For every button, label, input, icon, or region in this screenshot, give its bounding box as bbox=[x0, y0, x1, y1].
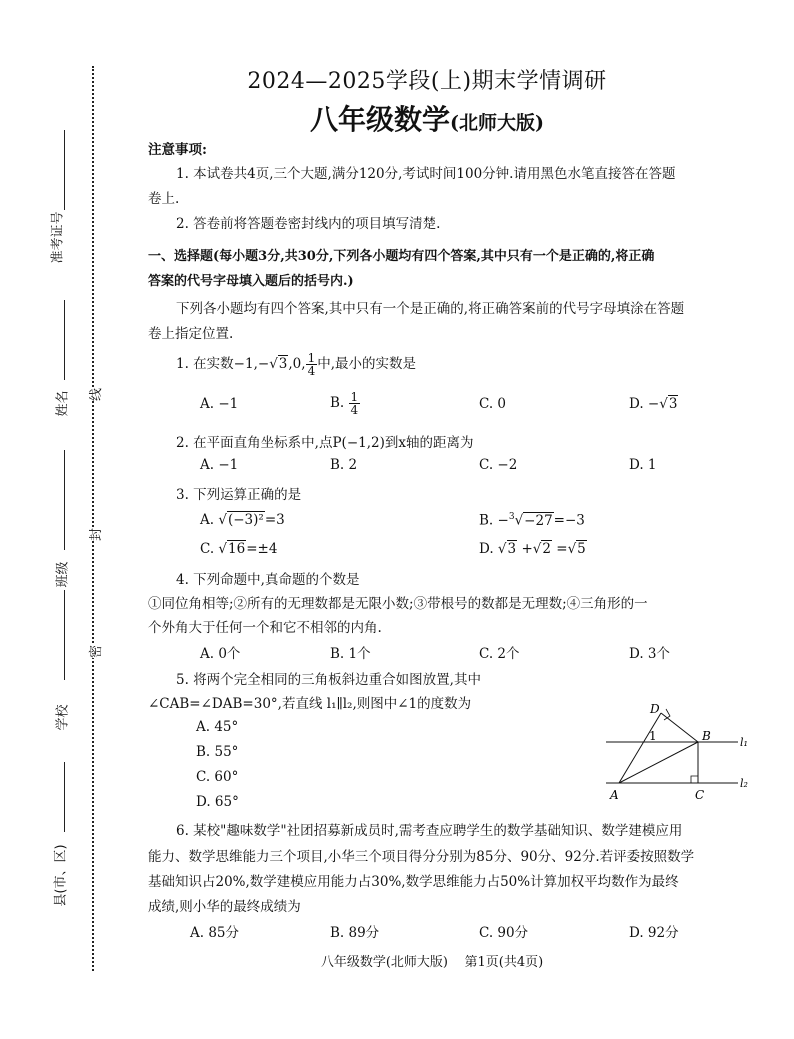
q3-stem: 3. 下列运算正确的是 bbox=[176, 487, 302, 503]
q3-option-b[interactable]: B. −$^3$√−27=−3 bbox=[479, 512, 585, 529]
right-angle-mark-d bbox=[664, 709, 670, 720]
q6-stem-line3: 基础知识占20%,数学建模应用能力占30%,数学思维能力占50%计算加权平均数作为最终 bbox=[148, 874, 679, 890]
q1-option-a[interactable]: A. −1 bbox=[200, 396, 239, 412]
q5-option-c[interactable]: C. 60° bbox=[196, 769, 239, 785]
q2-option-b[interactable]: B. 2 bbox=[330, 457, 358, 473]
q1-b-label: B. bbox=[330, 395, 345, 411]
notice-item-1-cont: 卷上. bbox=[148, 191, 180, 207]
q1-stem-mid: ,0, bbox=[288, 356, 306, 372]
q5-stem-cont: ∠CAB=∠DAB=30°,若直线 l₁∥l₂,则图中∠1的度数为 bbox=[148, 696, 472, 712]
q2-option-c[interactable]: C. −2 bbox=[479, 457, 518, 473]
exam-title: 2024—2025学段(上)期末学情调研 bbox=[247, 69, 607, 94]
q6-option-c[interactable]: C. 90分 bbox=[479, 925, 529, 941]
q3-d-rad1: 3 bbox=[507, 541, 517, 557]
q6-stem-line2: 能力、数学思维能力三个项目,小华三个项目得分分别为85分、90分、92分.若评委按照数学 bbox=[148, 849, 695, 865]
q3-d-label: D. bbox=[479, 541, 494, 557]
name-label: 姓名 bbox=[55, 390, 71, 417]
label-c: C bbox=[695, 788, 705, 802]
notice-item-1: 1. 本试卷共4页,三个大题,满分120分,考试时间100分钟.请用黑色水笔直接答在答题 bbox=[176, 166, 676, 182]
q3-c-label: C. bbox=[200, 541, 215, 557]
segment-db bbox=[661, 713, 698, 742]
page-footer: 八年级数学(北师大版) 第1页(共4页) bbox=[320, 955, 544, 970]
seal-dotted-line bbox=[92, 66, 94, 971]
q3-d-rad3: 5 bbox=[577, 541, 586, 557]
notice-item-2: 2. 答卷前将答题卷密封线内的项目填写清楚. bbox=[176, 216, 441, 232]
q5-option-d[interactable]: D. 65° bbox=[196, 794, 239, 810]
seal-mark-secret: 密 bbox=[85, 645, 104, 658]
exam-id-line bbox=[64, 130, 65, 210]
q3-c-post: =±4 bbox=[246, 541, 278, 557]
q4-option-a[interactable]: A. 0个 bbox=[200, 646, 241, 662]
q1-fraction bbox=[306, 352, 318, 377]
q1-stem-pre: 1. 在实数−1,− bbox=[176, 356, 270, 372]
q4-body-cont: 个外角大于任何一个和它不相邻的内角. bbox=[148, 620, 382, 636]
q2-option-d[interactable]: D. 1 bbox=[629, 457, 657, 473]
q3-c-rad: 16 bbox=[228, 541, 246, 557]
notice-heading: 注意事项: bbox=[148, 142, 207, 158]
label-d: D bbox=[650, 702, 660, 716]
q4-option-d[interactable]: D. 3个 bbox=[629, 646, 671, 662]
q1-d-sqrt: 3 bbox=[668, 396, 678, 412]
q1-sqrt: 3 bbox=[278, 356, 288, 372]
q1-option-c[interactable]: C. 0 bbox=[479, 396, 507, 412]
q2-stem: 2. 在平面直角坐标系中,点P(−1,2)到x轴的距离为 bbox=[176, 435, 474, 451]
q3-option-c[interactable]: C. √16=±4 bbox=[200, 541, 278, 557]
q6-option-d[interactable]: D. 92分 bbox=[629, 925, 679, 941]
q3-option-d[interactable]: D. √3 +√2 =√5 bbox=[479, 541, 586, 557]
section1-title-cont: 答案的代号字母填入题后的括号内.) bbox=[148, 274, 354, 289]
label-l2: l₂ bbox=[740, 777, 748, 790]
right-angle-mark-c bbox=[691, 776, 698, 783]
seal-mark-line: 线 bbox=[85, 388, 104, 401]
q3-a-label: A. bbox=[200, 512, 215, 528]
county-label: 县(市、区) bbox=[53, 844, 69, 907]
subject-name: 八年级数学 bbox=[310, 103, 451, 136]
q6-stem-line4: 成绩,则小华的最终成绩为 bbox=[148, 899, 301, 915]
q5-geometry-figure bbox=[600, 700, 760, 806]
q5-option-a[interactable]: A. 45° bbox=[196, 719, 239, 735]
q1-d-label: D. − bbox=[629, 396, 660, 412]
q6-stem-line1: 6. 某校"趣味数学"社团招募新成员时,需考查应聘学生的数学基础知识、数学建模应用 bbox=[176, 823, 683, 839]
name-line bbox=[64, 300, 65, 380]
q3-a-rad: (−3)² bbox=[227, 512, 264, 528]
q1-b-num: 1 bbox=[350, 390, 359, 404]
q1-b-den: 4 bbox=[350, 403, 359, 417]
q1-stem-post: 中,最小的实数是 bbox=[317, 356, 416, 372]
county-line bbox=[64, 762, 65, 832]
q3-b-rad: −27 bbox=[524, 512, 553, 529]
q4-body: ①同位角相等;②所有的无理数都是无限小数;③带根号的数都是无理数;④三角形的一 bbox=[148, 596, 648, 612]
label-l1: l₁ bbox=[740, 736, 748, 749]
exam-id-label: 准考证号 bbox=[50, 211, 66, 264]
section1-intro: 下列各小题均有四个答案,其中只有一个是正确的,将正确答案前的代号字母填涂在答题 bbox=[176, 301, 685, 317]
subject-edition: (北师大版) bbox=[450, 112, 544, 134]
section1-intro-cont: 卷上指定位置. bbox=[148, 326, 234, 342]
section1-title: 一、选择题(每小题3分,共30分,下列各小题均有四个答案,其中只有一个是正确的,将正确 bbox=[148, 249, 655, 264]
label-b: B bbox=[702, 729, 711, 743]
q1-option-d[interactable]: D. −√3 bbox=[629, 396, 678, 412]
q3-b-post: =−3 bbox=[553, 512, 585, 529]
q3-b-index: 3 bbox=[508, 512, 515, 522]
q3-option-a[interactable]: A. √(−3)²=3 bbox=[200, 512, 285, 528]
q1-frac-num: 1 bbox=[307, 351, 316, 365]
seal-mark-seal: 封 bbox=[85, 528, 104, 541]
school-line bbox=[64, 590, 65, 680]
q6-option-a[interactable]: A. 85分 bbox=[190, 925, 240, 941]
q4-option-b[interactable]: B. 1个 bbox=[330, 646, 371, 662]
q2-option-a[interactable]: A. −1 bbox=[200, 457, 239, 473]
q5-stem: 5. 将两个完全相同的三角板斜边重合如图放置,其中 bbox=[176, 672, 481, 688]
class-label: 班级 bbox=[55, 561, 71, 588]
q6-option-b[interactable]: B. 89分 bbox=[330, 925, 380, 941]
q3-d-eq: = bbox=[556, 541, 568, 557]
q3-d-rad2: 2 bbox=[542, 541, 551, 557]
class-line bbox=[64, 450, 65, 550]
subject-title bbox=[0, 98, 794, 138]
q1-option-b[interactable] bbox=[330, 391, 360, 416]
q4-option-c[interactable]: C. 2个 bbox=[479, 646, 520, 662]
q5-option-b[interactable]: B. 55° bbox=[196, 744, 239, 760]
school-label: 学校 bbox=[55, 704, 71, 731]
label-angle-1: 1 bbox=[649, 729, 657, 743]
q3-d-plus: + bbox=[521, 541, 533, 557]
q3-b-pre: B. − bbox=[479, 512, 509, 529]
q1-stem: 1. 在实数−1,−√3,0, $\frac{1}{4}$ 中,最小的实数是 bbox=[176, 351, 416, 378]
q1-frac-den: 4 bbox=[307, 364, 316, 378]
q3-a-post: =3 bbox=[264, 512, 285, 528]
q4-stem: 4. 下列命题中,真命题的个数是 bbox=[176, 572, 360, 588]
label-a: A bbox=[610, 788, 619, 802]
q1-b-fraction bbox=[349, 391, 361, 416]
